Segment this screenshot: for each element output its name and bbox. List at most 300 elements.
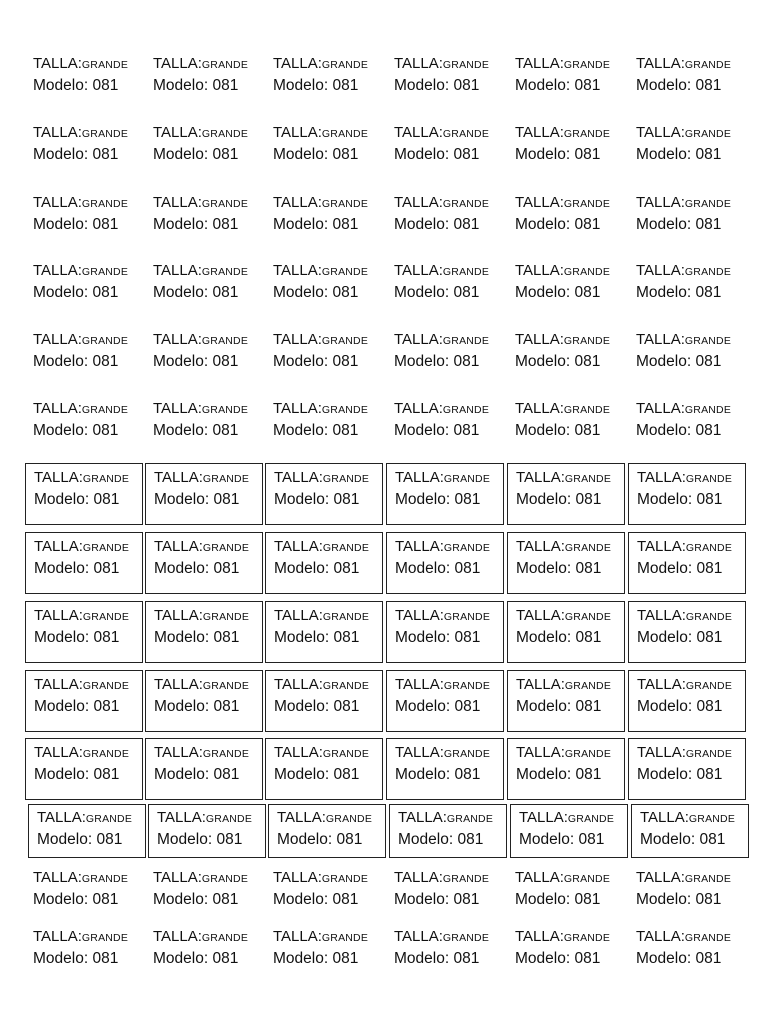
size-key: TALLA: bbox=[515, 194, 564, 211]
size-line bbox=[636, 329, 731, 351]
size-line bbox=[277, 807, 385, 829]
product-label bbox=[145, 121, 248, 166]
size-line bbox=[394, 122, 489, 144]
size-value: GRANDE bbox=[201, 335, 249, 347]
model-line: Modelo: 081 bbox=[273, 216, 359, 233]
size-line bbox=[154, 605, 262, 627]
size-key: TALLA: bbox=[273, 331, 322, 348]
product-label bbox=[507, 601, 625, 663]
size-key: TALLA: bbox=[277, 809, 326, 826]
model-line: Modelo: 081 bbox=[33, 284, 119, 301]
model-line: Modelo: 081 bbox=[273, 77, 359, 94]
size-key: TALLA: bbox=[273, 124, 322, 141]
model-line: Modelo: 081 bbox=[273, 146, 359, 163]
size-value: GRANDE bbox=[201, 873, 249, 885]
size-key: TALLA: bbox=[274, 469, 323, 486]
product-label bbox=[628, 601, 746, 663]
size-value: GRANDE bbox=[325, 813, 373, 825]
model-line: Modelo: 081 bbox=[394, 77, 480, 94]
product-label bbox=[145, 738, 263, 800]
size-key: TALLA: bbox=[34, 676, 83, 693]
model-line: Modelo: 081 bbox=[395, 491, 481, 508]
product-label bbox=[386, 397, 489, 442]
size-line bbox=[153, 260, 248, 282]
product-label bbox=[628, 191, 731, 236]
model-line: Modelo: 081 bbox=[637, 698, 723, 715]
size-value: GRANDE bbox=[201, 266, 249, 278]
size-value: GRANDE bbox=[322, 542, 370, 554]
size-line bbox=[153, 398, 248, 420]
size-value: GRANDE bbox=[684, 198, 732, 210]
size-key: TALLA: bbox=[515, 331, 564, 348]
model-line: Modelo: 081 bbox=[394, 146, 480, 163]
product-label bbox=[25, 259, 128, 304]
model-line: Modelo: 081 bbox=[277, 831, 363, 848]
product-label bbox=[386, 532, 504, 594]
size-line bbox=[273, 329, 368, 351]
size-line bbox=[274, 605, 382, 627]
model-line: Modelo: 081 bbox=[33, 891, 119, 908]
size-value: GRANDE bbox=[82, 611, 130, 623]
size-key: TALLA: bbox=[33, 400, 82, 417]
model-line: Modelo: 081 bbox=[516, 491, 602, 508]
product-label bbox=[389, 804, 507, 858]
size-key: TALLA: bbox=[394, 400, 443, 417]
size-line bbox=[153, 926, 248, 948]
size-key: TALLA: bbox=[33, 194, 82, 211]
product-label bbox=[145, 925, 248, 970]
model-line: Modelo: 081 bbox=[636, 284, 722, 301]
size-line bbox=[154, 467, 262, 489]
size-key: TALLA: bbox=[394, 331, 443, 348]
size-line bbox=[637, 467, 745, 489]
product-label bbox=[25, 670, 143, 732]
size-line bbox=[515, 329, 610, 351]
size-key: TALLA: bbox=[273, 928, 322, 945]
size-value: GRANDE bbox=[563, 266, 611, 278]
product-label bbox=[25, 328, 128, 373]
size-line bbox=[273, 260, 368, 282]
product-label bbox=[265, 52, 368, 97]
size-key: TALLA: bbox=[153, 55, 202, 72]
product-label bbox=[265, 738, 383, 800]
size-value: GRANDE bbox=[684, 932, 732, 944]
model-line: Modelo: 081 bbox=[516, 766, 602, 783]
size-key: TALLA: bbox=[274, 538, 323, 555]
size-key: TALLA: bbox=[636, 869, 685, 886]
product-label bbox=[28, 804, 146, 858]
size-key: TALLA: bbox=[636, 262, 685, 279]
product-label bbox=[507, 328, 610, 373]
size-key: TALLA: bbox=[154, 676, 203, 693]
size-value: GRANDE bbox=[684, 335, 732, 347]
product-label bbox=[507, 191, 610, 236]
model-line: Modelo: 081 bbox=[637, 491, 723, 508]
size-line bbox=[274, 742, 382, 764]
size-line bbox=[33, 260, 128, 282]
size-key: TALLA: bbox=[636, 194, 685, 211]
product-label bbox=[145, 52, 248, 97]
model-line: Modelo: 081 bbox=[37, 831, 123, 848]
size-key: TALLA: bbox=[515, 124, 564, 141]
size-key: TALLA: bbox=[273, 400, 322, 417]
size-key: TALLA: bbox=[33, 331, 82, 348]
size-line bbox=[274, 467, 382, 489]
model-line: Modelo: 081 bbox=[274, 491, 360, 508]
product-label bbox=[386, 52, 489, 97]
size-value: GRANDE bbox=[81, 404, 129, 416]
size-line bbox=[395, 742, 503, 764]
product-label bbox=[628, 532, 746, 594]
size-key: TALLA: bbox=[637, 469, 686, 486]
size-line bbox=[394, 53, 489, 75]
size-line bbox=[273, 867, 368, 889]
size-value: GRANDE bbox=[321, 335, 369, 347]
model-line: Modelo: 081 bbox=[636, 422, 722, 439]
size-value: GRANDE bbox=[321, 404, 369, 416]
size-key: TALLA: bbox=[394, 55, 443, 72]
size-line bbox=[636, 926, 731, 948]
model-line: Modelo: 081 bbox=[516, 698, 602, 715]
size-value: GRANDE bbox=[442, 266, 490, 278]
size-line bbox=[636, 398, 731, 420]
size-line bbox=[33, 192, 128, 214]
size-key: TALLA: bbox=[395, 469, 444, 486]
model-line: Modelo: 081 bbox=[154, 698, 240, 715]
size-key: TALLA: bbox=[394, 194, 443, 211]
size-value: GRANDE bbox=[564, 748, 612, 760]
product-label bbox=[507, 866, 610, 911]
size-line bbox=[515, 122, 610, 144]
product-label bbox=[265, 397, 368, 442]
size-key: TALLA: bbox=[515, 55, 564, 72]
size-key: TALLA: bbox=[636, 400, 685, 417]
size-line bbox=[33, 398, 128, 420]
model-line: Modelo: 081 bbox=[515, 146, 601, 163]
model-line: Modelo: 081 bbox=[637, 629, 723, 646]
size-value: GRANDE bbox=[563, 198, 611, 210]
size-value: GRANDE bbox=[442, 335, 490, 347]
size-value: GRANDE bbox=[563, 873, 611, 885]
size-value: GRANDE bbox=[564, 611, 612, 623]
model-line: Modelo: 081 bbox=[153, 216, 239, 233]
size-line bbox=[157, 807, 265, 829]
size-line bbox=[516, 674, 624, 696]
product-label bbox=[25, 738, 143, 800]
size-key: TALLA: bbox=[515, 869, 564, 886]
size-key: TALLA: bbox=[519, 809, 568, 826]
size-key: TALLA: bbox=[637, 744, 686, 761]
model-line: Modelo: 081 bbox=[636, 146, 722, 163]
model-line: Modelo: 081 bbox=[637, 766, 723, 783]
product-label bbox=[25, 925, 128, 970]
size-line bbox=[273, 122, 368, 144]
model-line: Modelo: 081 bbox=[154, 560, 240, 577]
size-line bbox=[395, 605, 503, 627]
model-line: Modelo: 081 bbox=[33, 353, 119, 370]
product-label bbox=[507, 121, 610, 166]
size-line bbox=[153, 122, 248, 144]
product-label bbox=[386, 121, 489, 166]
size-line bbox=[273, 398, 368, 420]
size-key: TALLA: bbox=[154, 538, 203, 555]
size-line bbox=[273, 192, 368, 214]
size-line bbox=[33, 867, 128, 889]
model-line: Modelo: 081 bbox=[34, 698, 120, 715]
size-line bbox=[636, 122, 731, 144]
model-line: Modelo: 081 bbox=[153, 422, 239, 439]
product-label bbox=[386, 259, 489, 304]
model-line: Modelo: 081 bbox=[153, 353, 239, 370]
model-line: Modelo: 081 bbox=[157, 831, 243, 848]
size-line bbox=[33, 53, 128, 75]
product-label bbox=[145, 259, 248, 304]
product-label bbox=[145, 601, 263, 663]
size-key: TALLA: bbox=[157, 809, 206, 826]
size-line bbox=[636, 867, 731, 889]
product-label bbox=[507, 52, 610, 97]
size-value: GRANDE bbox=[685, 680, 733, 692]
size-value: GRANDE bbox=[201, 198, 249, 210]
size-key: TALLA: bbox=[636, 55, 685, 72]
model-line: Modelo: 081 bbox=[274, 560, 360, 577]
product-label bbox=[25, 463, 143, 525]
size-value: GRANDE bbox=[321, 873, 369, 885]
size-line bbox=[519, 807, 627, 829]
size-value: GRANDE bbox=[443, 680, 491, 692]
size-value: GRANDE bbox=[321, 198, 369, 210]
size-key: TALLA: bbox=[637, 607, 686, 624]
size-key: TALLA: bbox=[153, 869, 202, 886]
product-label bbox=[25, 601, 143, 663]
size-key: TALLA: bbox=[515, 928, 564, 945]
product-label bbox=[25, 866, 128, 911]
size-key: TALLA: bbox=[153, 124, 202, 141]
size-line bbox=[515, 53, 610, 75]
model-line: Modelo: 081 bbox=[273, 284, 359, 301]
model-line: Modelo: 081 bbox=[33, 146, 119, 163]
product-label bbox=[265, 532, 383, 594]
model-line: Modelo: 081 bbox=[153, 77, 239, 94]
model-line: Modelo: 081 bbox=[33, 216, 119, 233]
size-line bbox=[394, 192, 489, 214]
size-value: GRANDE bbox=[443, 748, 491, 760]
product-label bbox=[628, 738, 746, 800]
product-label bbox=[507, 397, 610, 442]
product-label bbox=[507, 738, 625, 800]
model-line: Modelo: 081 bbox=[34, 491, 120, 508]
size-line bbox=[34, 467, 142, 489]
size-value: GRANDE bbox=[563, 128, 611, 140]
size-value: GRANDE bbox=[81, 266, 129, 278]
product-label bbox=[386, 670, 504, 732]
model-line: Modelo: 081 bbox=[394, 950, 480, 967]
product-label bbox=[628, 866, 731, 911]
size-value: GRANDE bbox=[82, 542, 130, 554]
size-line bbox=[394, 926, 489, 948]
model-line: Modelo: 081 bbox=[515, 353, 601, 370]
model-line: Modelo: 081 bbox=[515, 284, 601, 301]
size-value: GRANDE bbox=[685, 748, 733, 760]
size-key: TALLA: bbox=[153, 194, 202, 211]
model-line: Modelo: 081 bbox=[515, 950, 601, 967]
product-label bbox=[145, 397, 248, 442]
size-line bbox=[394, 867, 489, 889]
model-line: Modelo: 081 bbox=[398, 831, 484, 848]
size-line bbox=[516, 536, 624, 558]
product-label bbox=[507, 259, 610, 304]
size-line bbox=[515, 926, 610, 948]
size-line bbox=[273, 926, 368, 948]
product-label bbox=[145, 191, 248, 236]
product-label bbox=[386, 601, 504, 663]
size-line bbox=[636, 192, 731, 214]
model-line: Modelo: 081 bbox=[637, 560, 723, 577]
size-key: TALLA: bbox=[394, 262, 443, 279]
size-line bbox=[153, 192, 248, 214]
size-key: TALLA: bbox=[395, 744, 444, 761]
size-line bbox=[515, 192, 610, 214]
size-value: GRANDE bbox=[321, 266, 369, 278]
product-label bbox=[265, 259, 368, 304]
size-value: GRANDE bbox=[442, 198, 490, 210]
size-value: GRANDE bbox=[563, 404, 611, 416]
size-key: TALLA: bbox=[395, 676, 444, 693]
model-line: Modelo: 081 bbox=[516, 560, 602, 577]
size-value: GRANDE bbox=[205, 813, 253, 825]
size-value: GRANDE bbox=[564, 473, 612, 485]
size-value: GRANDE bbox=[322, 473, 370, 485]
product-label bbox=[507, 670, 625, 732]
size-value: GRANDE bbox=[321, 59, 369, 71]
size-value: GRANDE bbox=[685, 473, 733, 485]
model-line: Modelo: 081 bbox=[34, 629, 120, 646]
model-line: Modelo: 081 bbox=[395, 698, 481, 715]
size-key: TALLA: bbox=[153, 928, 202, 945]
model-line: Modelo: 081 bbox=[636, 77, 722, 94]
size-value: GRANDE bbox=[684, 873, 732, 885]
size-key: TALLA: bbox=[34, 538, 83, 555]
product-label bbox=[25, 532, 143, 594]
size-key: TALLA: bbox=[33, 928, 82, 945]
model-line: Modelo: 081 bbox=[154, 629, 240, 646]
model-line: Modelo: 081 bbox=[519, 831, 605, 848]
model-line: Modelo: 081 bbox=[395, 629, 481, 646]
size-key: TALLA: bbox=[636, 124, 685, 141]
model-line: Modelo: 081 bbox=[33, 422, 119, 439]
product-label bbox=[145, 866, 248, 911]
size-key: TALLA: bbox=[34, 469, 83, 486]
size-line bbox=[637, 605, 745, 627]
size-value: GRANDE bbox=[322, 611, 370, 623]
size-value: GRANDE bbox=[321, 128, 369, 140]
size-line bbox=[398, 807, 506, 829]
size-line bbox=[34, 742, 142, 764]
size-value: GRANDE bbox=[82, 680, 130, 692]
size-line bbox=[515, 260, 610, 282]
size-value: GRANDE bbox=[202, 473, 250, 485]
size-value: GRANDE bbox=[688, 813, 736, 825]
product-label bbox=[628, 670, 746, 732]
size-line bbox=[274, 674, 382, 696]
size-value: GRANDE bbox=[81, 198, 129, 210]
size-line bbox=[516, 605, 624, 627]
size-key: TALLA: bbox=[34, 607, 83, 624]
size-value: GRANDE bbox=[442, 404, 490, 416]
model-line: Modelo: 081 bbox=[395, 560, 481, 577]
size-key: TALLA: bbox=[154, 607, 203, 624]
product-label bbox=[145, 670, 263, 732]
size-key: TALLA: bbox=[640, 809, 689, 826]
size-value: GRANDE bbox=[684, 59, 732, 71]
model-line: Modelo: 081 bbox=[515, 422, 601, 439]
size-value: GRANDE bbox=[443, 473, 491, 485]
product-label bbox=[265, 191, 368, 236]
size-value: GRANDE bbox=[201, 404, 249, 416]
size-line bbox=[637, 674, 745, 696]
model-line: Modelo: 081 bbox=[515, 891, 601, 908]
product-label bbox=[148, 804, 266, 858]
model-line: Modelo: 081 bbox=[394, 216, 480, 233]
size-value: GRANDE bbox=[85, 813, 133, 825]
model-line: Modelo: 081 bbox=[153, 284, 239, 301]
size-line bbox=[153, 329, 248, 351]
size-key: TALLA: bbox=[516, 469, 565, 486]
size-value: GRANDE bbox=[81, 128, 129, 140]
size-line bbox=[637, 742, 745, 764]
size-key: TALLA: bbox=[637, 676, 686, 693]
size-line bbox=[274, 536, 382, 558]
model-line: Modelo: 081 bbox=[515, 216, 601, 233]
size-value: GRANDE bbox=[81, 932, 129, 944]
size-key: TALLA: bbox=[636, 331, 685, 348]
size-value: GRANDE bbox=[81, 59, 129, 71]
size-value: GRANDE bbox=[321, 932, 369, 944]
product-label bbox=[25, 121, 128, 166]
model-line: Modelo: 081 bbox=[394, 284, 480, 301]
size-line bbox=[394, 329, 489, 351]
model-line: Modelo: 081 bbox=[33, 77, 119, 94]
size-key: TALLA: bbox=[37, 809, 86, 826]
product-label bbox=[145, 463, 263, 525]
model-line: Modelo: 081 bbox=[273, 422, 359, 439]
model-line: Modelo: 081 bbox=[636, 353, 722, 370]
model-line: Modelo: 081 bbox=[153, 950, 239, 967]
size-value: GRANDE bbox=[322, 748, 370, 760]
model-line: Modelo: 081 bbox=[153, 891, 239, 908]
product-label bbox=[628, 328, 731, 373]
size-line bbox=[636, 260, 731, 282]
size-key: TALLA: bbox=[153, 262, 202, 279]
size-line bbox=[154, 742, 262, 764]
model-line: Modelo: 081 bbox=[34, 560, 120, 577]
product-label bbox=[386, 738, 504, 800]
size-value: GRANDE bbox=[684, 128, 732, 140]
size-line bbox=[395, 467, 503, 489]
size-line bbox=[394, 260, 489, 282]
product-label bbox=[265, 866, 368, 911]
size-value: GRANDE bbox=[443, 611, 491, 623]
size-line bbox=[153, 867, 248, 889]
product-label bbox=[628, 121, 731, 166]
product-label bbox=[507, 463, 625, 525]
size-key: TALLA: bbox=[637, 538, 686, 555]
size-value: GRANDE bbox=[685, 611, 733, 623]
size-key: TALLA: bbox=[154, 469, 203, 486]
model-line: Modelo: 081 bbox=[636, 950, 722, 967]
model-line: Modelo: 081 bbox=[273, 891, 359, 908]
model-line: Modelo: 081 bbox=[636, 216, 722, 233]
